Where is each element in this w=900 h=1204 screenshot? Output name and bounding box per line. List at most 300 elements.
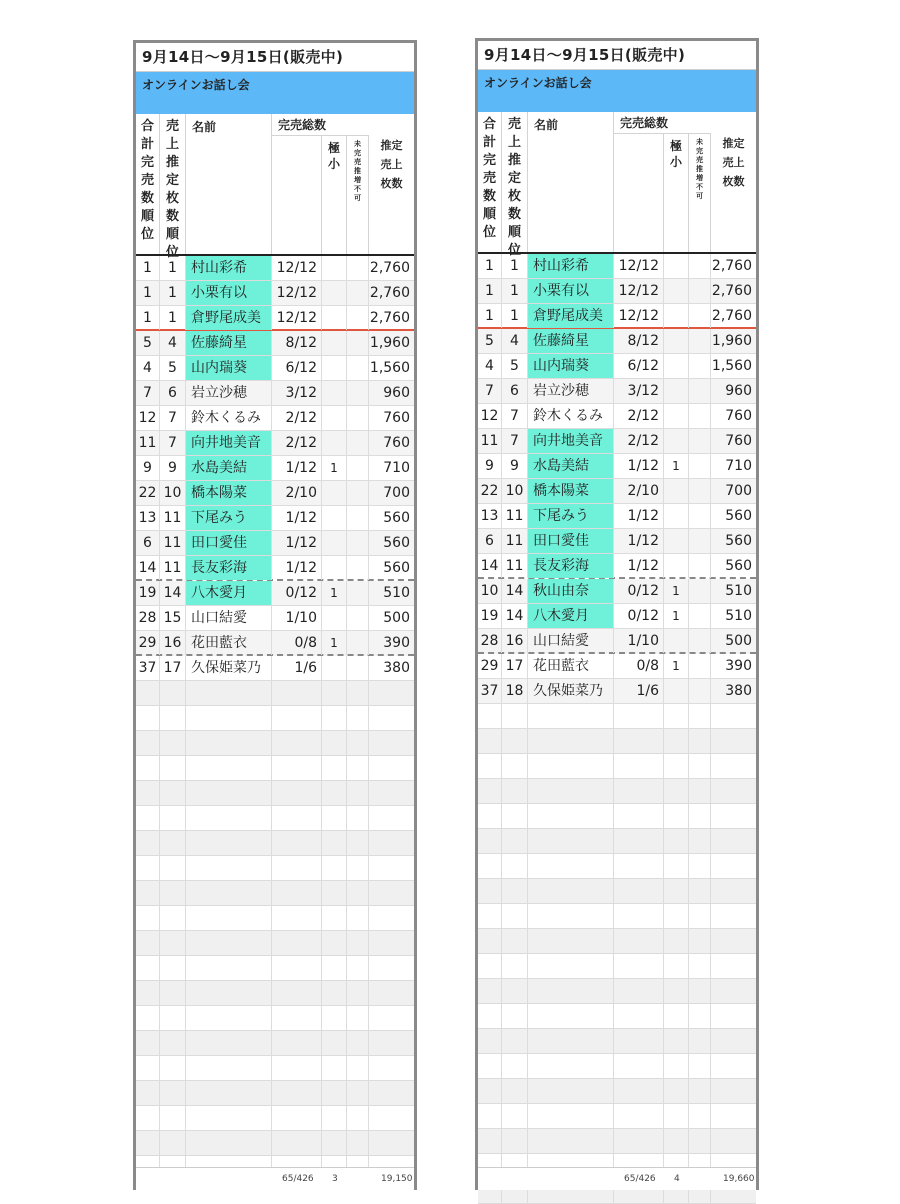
est-sales-cell bbox=[711, 729, 756, 753]
sales-rank-cell bbox=[502, 1129, 528, 1153]
unsold-cell bbox=[347, 731, 369, 755]
sales-rank-cell bbox=[160, 831, 186, 855]
empty-row bbox=[478, 929, 756, 954]
unsold-cell bbox=[347, 681, 369, 705]
name-cell bbox=[186, 706, 272, 730]
est-sales-cell: 760 bbox=[383, 410, 410, 426]
sales-rank-cell bbox=[502, 904, 528, 928]
est-sales-cell bbox=[369, 806, 414, 830]
name-cell bbox=[186, 781, 272, 805]
table-row bbox=[136, 606, 414, 631]
mini-cell bbox=[664, 804, 689, 828]
table-row bbox=[136, 356, 414, 381]
header-total-rank: 合 計 完 売 数 順 位 bbox=[136, 114, 160, 254]
sold-cell: 12/12 bbox=[272, 306, 322, 330]
name-cell: 田口愛佳 bbox=[186, 531, 272, 555]
unsold-cell bbox=[689, 579, 711, 603]
mini-cell bbox=[664, 1129, 689, 1153]
footer-sold-total: 65/426 bbox=[282, 1174, 314, 1184]
unsold-cell bbox=[347, 781, 369, 805]
header-mini: 極 小 bbox=[664, 134, 689, 252]
total-rank-cell: 1 bbox=[136, 306, 160, 330]
name-cell: 山口結愛 bbox=[186, 606, 272, 630]
empty-row bbox=[478, 1004, 756, 1029]
empty-row bbox=[136, 731, 414, 756]
sold-cell: 2/10 bbox=[614, 479, 664, 503]
total-rank-cell bbox=[478, 1104, 502, 1128]
name-cell: 水島美結 bbox=[528, 454, 614, 478]
est-sales-cell: 500 bbox=[383, 610, 410, 626]
table-row bbox=[478, 429, 756, 454]
sales-rank-cell: 9 bbox=[502, 454, 528, 478]
total-rank-cell bbox=[478, 1004, 502, 1028]
unsold-cell bbox=[689, 754, 711, 778]
table-row bbox=[478, 629, 756, 654]
name-cell: 秋山由奈 bbox=[528, 579, 614, 603]
unsold-cell bbox=[347, 356, 369, 380]
unsold-cell bbox=[347, 456, 369, 480]
mini-cell: 1 bbox=[322, 581, 347, 605]
est-sales-cell bbox=[711, 804, 756, 828]
total-rank-cell bbox=[136, 906, 160, 930]
est-sales-cell: 560 bbox=[725, 508, 752, 524]
table-body bbox=[478, 254, 756, 1204]
mini-cell bbox=[322, 431, 347, 455]
total-rank-cell bbox=[136, 931, 160, 955]
sold-cell: 12/12 bbox=[614, 304, 664, 328]
total-rank-cell: 7 bbox=[478, 379, 502, 403]
unsold-cell bbox=[689, 979, 711, 1003]
sold-cell: 12/12 bbox=[614, 279, 664, 303]
unsold-cell bbox=[347, 606, 369, 630]
mini-cell bbox=[322, 1031, 347, 1055]
sold-cell bbox=[272, 931, 322, 955]
est-sales-cell: 1,560 bbox=[711, 358, 752, 374]
table-row bbox=[136, 256, 414, 281]
unsold-cell bbox=[689, 1079, 711, 1103]
sold-cell: 12/12 bbox=[272, 281, 322, 305]
sold-cell: 0/12 bbox=[614, 579, 664, 603]
total-rank-cell bbox=[136, 1056, 160, 1080]
unsold-cell bbox=[347, 1056, 369, 1080]
sales-rank-cell bbox=[160, 681, 186, 705]
est-sales-cell bbox=[369, 956, 414, 980]
mini-cell bbox=[322, 756, 347, 780]
name-cell bbox=[186, 1106, 272, 1130]
sales-rank-cell bbox=[160, 906, 186, 930]
unsold-cell bbox=[347, 906, 369, 930]
sales-rank-cell bbox=[502, 754, 528, 778]
header-sold-out: 完売総数 bbox=[614, 112, 711, 134]
name-cell: 橋本陽菜 bbox=[528, 479, 614, 503]
sold-cell: 1/12 bbox=[272, 456, 322, 480]
mini-cell bbox=[664, 829, 689, 853]
total-rank-cell bbox=[478, 929, 502, 953]
mini-cell bbox=[322, 931, 347, 955]
mini-cell bbox=[664, 754, 689, 778]
sales-rank-cell: 10 bbox=[160, 481, 186, 505]
total-rank-cell: 11 bbox=[136, 431, 160, 455]
empty-row bbox=[136, 906, 414, 931]
mini-cell bbox=[664, 929, 689, 953]
name-cell bbox=[528, 1054, 614, 1078]
name-cell bbox=[186, 981, 272, 1005]
name-cell bbox=[186, 906, 272, 930]
table-row bbox=[136, 481, 414, 506]
name-cell: 水島美結 bbox=[186, 456, 272, 480]
sold-cell: 1/12 bbox=[614, 554, 664, 578]
total-rank-cell bbox=[478, 954, 502, 978]
mini-cell bbox=[664, 904, 689, 928]
total-rank-cell bbox=[136, 1131, 160, 1155]
unsold-cell bbox=[689, 504, 711, 528]
est-sales-cell: 960 bbox=[725, 383, 752, 399]
est-sales-cell bbox=[369, 981, 414, 1005]
total-rank-cell bbox=[136, 856, 160, 880]
mini-cell bbox=[322, 481, 347, 505]
unsold-cell bbox=[689, 1129, 711, 1153]
est-sales-cell: 760 bbox=[725, 433, 752, 449]
unsold-cell bbox=[689, 279, 711, 303]
sold-cell bbox=[614, 1029, 664, 1053]
footer-mini-total: 3 bbox=[332, 1174, 338, 1184]
name-cell: 村山彩希 bbox=[528, 254, 614, 278]
unsold-cell bbox=[347, 656, 369, 680]
mini-cell bbox=[664, 329, 689, 353]
empty-row bbox=[136, 681, 414, 706]
est-sales-cell bbox=[369, 1081, 414, 1105]
empty-row bbox=[136, 981, 414, 1006]
sales-rank-cell bbox=[502, 704, 528, 728]
unsold-cell bbox=[689, 854, 711, 878]
mini-cell bbox=[664, 779, 689, 803]
est-sales-cell bbox=[711, 1079, 756, 1103]
mini-cell bbox=[664, 379, 689, 403]
mini-cell bbox=[322, 731, 347, 755]
mini-cell: 1 bbox=[322, 631, 347, 655]
total-rank-cell bbox=[136, 1031, 160, 1055]
total-rank-cell: 37 bbox=[136, 656, 160, 680]
unsold-cell bbox=[347, 631, 369, 655]
header-total-rank: 合 計 完 売 数 順 位 bbox=[478, 112, 502, 252]
name-cell bbox=[528, 854, 614, 878]
total-rank-cell bbox=[136, 806, 160, 830]
mini-cell bbox=[322, 856, 347, 880]
table-header bbox=[136, 114, 414, 260]
mini-cell bbox=[322, 356, 347, 380]
mini-cell bbox=[664, 1054, 689, 1078]
empty-row bbox=[478, 1054, 756, 1079]
sold-cell bbox=[614, 1129, 664, 1153]
total-rank-cell: 28 bbox=[478, 629, 502, 653]
sales-rank-cell bbox=[502, 779, 528, 803]
total-rank-cell bbox=[478, 779, 502, 803]
name-cell bbox=[528, 779, 614, 803]
mini-cell bbox=[664, 879, 689, 903]
table-row bbox=[478, 329, 756, 354]
sales-rank-cell: 1 bbox=[502, 304, 528, 328]
sales-rank-cell: 1 bbox=[502, 254, 528, 278]
mini-cell bbox=[664, 954, 689, 978]
mini-cell: 1 bbox=[664, 454, 689, 478]
sales-rank-cell: 17 bbox=[502, 654, 528, 678]
total-rank-cell bbox=[136, 981, 160, 1005]
sold-cell: 8/12 bbox=[614, 329, 664, 353]
name-cell bbox=[186, 956, 272, 980]
total-rank-cell: 37 bbox=[478, 679, 502, 703]
sales-rank-cell: 10 bbox=[502, 479, 528, 503]
unsold-cell bbox=[347, 931, 369, 955]
mini-cell bbox=[322, 506, 347, 530]
sold-cell bbox=[272, 1131, 322, 1155]
unsold-cell bbox=[689, 254, 711, 278]
sales-rank-cell: 9 bbox=[160, 456, 186, 480]
name-cell bbox=[528, 1079, 614, 1103]
sold-cell bbox=[272, 1031, 322, 1055]
sheet-title: 9月14日〜9月15日(販売中) bbox=[136, 40, 414, 72]
name-cell: 山内瑞葵 bbox=[186, 356, 272, 380]
sales-rank-cell bbox=[160, 1131, 186, 1155]
sold-cell: 1/12 bbox=[272, 506, 322, 530]
sold-cell: 1/12 bbox=[614, 454, 664, 478]
table-row bbox=[136, 556, 414, 581]
table-row bbox=[136, 331, 414, 356]
total-rank-cell bbox=[478, 1129, 502, 1153]
empty-row bbox=[478, 729, 756, 754]
unsold-cell bbox=[347, 256, 369, 280]
sales-rank-cell bbox=[502, 854, 528, 878]
sold-cell: 2/12 bbox=[272, 406, 322, 430]
header-mini: 極 小 bbox=[322, 136, 347, 254]
name-cell: 小栗有以 bbox=[528, 279, 614, 303]
unsold-cell bbox=[689, 804, 711, 828]
est-sales-cell bbox=[369, 756, 414, 780]
sold-cell: 3/12 bbox=[272, 381, 322, 405]
est-sales-cell bbox=[711, 779, 756, 803]
sold-cell: 0/12 bbox=[272, 581, 322, 605]
sold-cell: 1/6 bbox=[614, 679, 664, 703]
total-rank-cell bbox=[478, 804, 502, 828]
empty-row bbox=[136, 881, 414, 906]
est-sales-cell bbox=[711, 1029, 756, 1053]
empty-row bbox=[136, 806, 414, 831]
sales-rank-cell: 14 bbox=[502, 579, 528, 603]
total-rank-cell: 19 bbox=[478, 604, 502, 628]
est-sales-cell bbox=[711, 1104, 756, 1128]
sold-cell bbox=[614, 729, 664, 753]
empty-row bbox=[478, 804, 756, 829]
unsold-cell bbox=[689, 629, 711, 653]
unsold-cell bbox=[689, 929, 711, 953]
mini-cell bbox=[322, 406, 347, 430]
name-cell bbox=[186, 806, 272, 830]
empty-row bbox=[136, 756, 414, 781]
header-est-sales: 推定 売上 枚数 bbox=[380, 139, 403, 190]
right-sheet bbox=[475, 38, 759, 1190]
sold-cell: 2/12 bbox=[272, 431, 322, 455]
mini-cell bbox=[322, 706, 347, 730]
name-cell: 倉野尾成美 bbox=[186, 306, 272, 330]
total-rank-cell bbox=[136, 681, 160, 705]
total-rank-cell: 1 bbox=[136, 256, 160, 280]
sold-cell: 12/12 bbox=[272, 256, 322, 280]
mini-cell bbox=[322, 1131, 347, 1155]
est-sales-cell: 1,960 bbox=[369, 335, 410, 351]
sold-cell: 0/8 bbox=[272, 631, 322, 655]
total-rank-cell: 28 bbox=[136, 606, 160, 630]
sold-cell: 1/12 bbox=[272, 556, 322, 580]
mini-cell bbox=[664, 529, 689, 553]
est-sales-cell: 2,760 bbox=[369, 310, 410, 326]
table-row bbox=[478, 529, 756, 554]
total-rank-cell: 9 bbox=[478, 454, 502, 478]
mini-cell bbox=[664, 679, 689, 703]
table-row bbox=[136, 531, 414, 556]
mini-cell bbox=[322, 956, 347, 980]
unsold-cell bbox=[689, 529, 711, 553]
unsold-cell bbox=[689, 1004, 711, 1028]
unsold-cell bbox=[689, 779, 711, 803]
total-rank-cell bbox=[136, 956, 160, 980]
sold-cell: 1/6 bbox=[272, 656, 322, 680]
est-sales-cell bbox=[711, 704, 756, 728]
name-cell: 久保姫菜乃 bbox=[528, 679, 614, 703]
name-cell: 岩立沙穂 bbox=[528, 379, 614, 403]
name-cell bbox=[528, 879, 614, 903]
sales-rank-cell: 11 bbox=[160, 506, 186, 530]
sales-rank-cell bbox=[502, 1004, 528, 1028]
sales-rank-cell: 6 bbox=[160, 381, 186, 405]
name-cell: 長友彩海 bbox=[528, 554, 614, 578]
unsold-cell bbox=[689, 1054, 711, 1078]
mini-cell bbox=[664, 429, 689, 453]
mini-cell bbox=[664, 504, 689, 528]
total-rank-cell: 14 bbox=[136, 556, 160, 580]
unsold-cell bbox=[347, 756, 369, 780]
total-rank-cell bbox=[478, 754, 502, 778]
sales-rank-cell bbox=[502, 829, 528, 853]
mini-cell bbox=[664, 1104, 689, 1128]
name-cell bbox=[528, 1029, 614, 1053]
mini-cell bbox=[322, 981, 347, 1005]
unsold-cell bbox=[689, 904, 711, 928]
name-cell bbox=[528, 979, 614, 1003]
sales-rank-cell: 11 bbox=[160, 556, 186, 580]
sold-cell bbox=[614, 1004, 664, 1028]
mini-cell: 1 bbox=[664, 654, 689, 678]
unsold-cell bbox=[689, 954, 711, 978]
sales-rank-cell bbox=[160, 1056, 186, 1080]
total-rank-cell: 13 bbox=[136, 506, 160, 530]
est-sales-cell: 560 bbox=[725, 558, 752, 574]
total-rank-cell bbox=[136, 781, 160, 805]
unsold-cell bbox=[689, 304, 711, 328]
empty-row bbox=[136, 781, 414, 806]
name-cell: 佐藤綺星 bbox=[528, 329, 614, 353]
est-sales-cell bbox=[711, 829, 756, 853]
unsold-cell bbox=[689, 404, 711, 428]
name-cell: 花田藍衣 bbox=[186, 631, 272, 655]
empty-row bbox=[136, 1106, 414, 1131]
total-rank-cell bbox=[478, 829, 502, 853]
total-rank-cell bbox=[478, 854, 502, 878]
est-sales-cell bbox=[711, 929, 756, 953]
header-name: 名前 bbox=[186, 114, 272, 254]
sold-cell bbox=[614, 954, 664, 978]
total-rank-cell: 13 bbox=[478, 504, 502, 528]
unsold-cell bbox=[689, 1029, 711, 1053]
sold-cell bbox=[272, 956, 322, 980]
sold-cell bbox=[272, 881, 322, 905]
sales-rank-cell bbox=[502, 929, 528, 953]
unsold-cell bbox=[347, 406, 369, 430]
total-rank-cell: 4 bbox=[478, 354, 502, 378]
header-sold-col bbox=[614, 134, 664, 252]
sheet-title: 9月14日〜9月15日(販売中) bbox=[478, 38, 756, 70]
empty-row bbox=[478, 854, 756, 879]
table-body bbox=[136, 256, 414, 1181]
mini-cell bbox=[322, 681, 347, 705]
sales-rank-cell: 16 bbox=[502, 629, 528, 653]
empty-row bbox=[478, 779, 756, 804]
sales-rank-cell bbox=[160, 781, 186, 805]
unsold-cell bbox=[689, 729, 711, 753]
unsold-cell bbox=[347, 881, 369, 905]
name-cell bbox=[528, 1129, 614, 1153]
total-rank-cell bbox=[136, 756, 160, 780]
name-cell: 山口結愛 bbox=[528, 629, 614, 653]
unsold-cell bbox=[347, 1106, 369, 1130]
sales-rank-cell bbox=[160, 856, 186, 880]
name-cell: 花田藍衣 bbox=[528, 654, 614, 678]
table-row bbox=[136, 506, 414, 531]
sales-rank-cell: 17 bbox=[160, 656, 186, 680]
sold-cell bbox=[272, 1081, 322, 1105]
table-row bbox=[478, 254, 756, 279]
sold-cell: 0/8 bbox=[614, 654, 664, 678]
sales-rank-cell: 5 bbox=[160, 356, 186, 380]
sold-cell: 6/12 bbox=[614, 354, 664, 378]
sold-cell: 2/12 bbox=[614, 404, 664, 428]
table-row bbox=[478, 579, 756, 604]
header-sold-col bbox=[272, 136, 322, 254]
sales-rank-cell: 11 bbox=[502, 529, 528, 553]
total-rank-cell: 11 bbox=[478, 429, 502, 453]
est-sales-cell bbox=[369, 1056, 414, 1080]
event-banner: オンラインお話し会 bbox=[136, 72, 414, 114]
sold-cell bbox=[272, 806, 322, 830]
name-cell bbox=[186, 931, 272, 955]
unsold-cell bbox=[689, 654, 711, 678]
mini-cell bbox=[322, 806, 347, 830]
table-row bbox=[136, 306, 414, 331]
sales-rank-cell: 14 bbox=[502, 604, 528, 628]
est-sales-cell bbox=[369, 1106, 414, 1130]
sold-cell: 1/12 bbox=[614, 529, 664, 553]
sold-cell bbox=[614, 804, 664, 828]
mini-cell bbox=[664, 704, 689, 728]
est-sales-cell bbox=[711, 879, 756, 903]
sales-rank-cell bbox=[502, 804, 528, 828]
mini-cell bbox=[322, 1056, 347, 1080]
sold-cell: 1/12 bbox=[614, 504, 664, 528]
total-rank-cell: 19 bbox=[136, 581, 160, 605]
mini-cell bbox=[322, 381, 347, 405]
name-cell bbox=[186, 856, 272, 880]
unsold-cell bbox=[347, 1081, 369, 1105]
table-row bbox=[136, 281, 414, 306]
sales-rank-cell bbox=[502, 1104, 528, 1128]
